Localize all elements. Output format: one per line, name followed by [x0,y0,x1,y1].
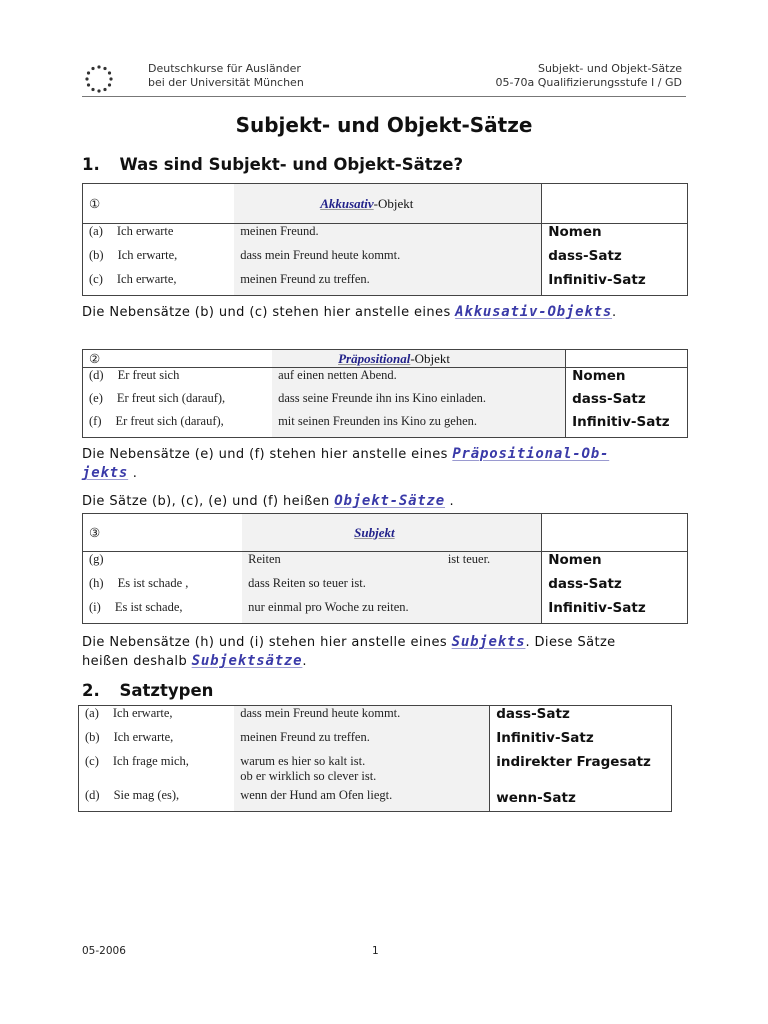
row-id: (i) [89,599,101,614]
row-clause-line-1: warum es hier so kalt ist. [240,753,366,768]
term-praepositional-objekt-end: jekts [82,465,129,481]
row-type: Nomen [542,224,688,248]
row-id: (d) [85,787,100,802]
label-term: Präpositional [338,350,411,366]
row-type: dass-Satz [542,576,688,600]
label-rest: -Objekt [373,195,414,211]
row-example [83,391,273,414]
table-row [83,272,688,296]
row-id: (d) [89,368,104,382]
term-akkusativ-objekt: Akkusativ-Objekts [455,304,613,320]
row-type: Infinitiv-Satz [490,730,672,754]
footer-page-number: 1 [372,945,379,957]
section-1-title: Was sind Subjekt- und Objekt-Sätze? [119,155,464,174]
table-row [83,600,688,624]
table-row [83,248,688,272]
marker-3: ③ [89,525,101,540]
table-praepositional [82,349,688,438]
row-main: Ich erwarte, [112,706,173,720]
row-clause: dass mein Freund heute kommt. [234,706,489,730]
row-id: (f) [89,413,102,428]
row-clause: dass mein Freund heute kommt. [234,248,542,272]
row-example [83,600,243,624]
row-main: Sie mag (es), [113,787,180,802]
label-rest: -Objekt [410,350,451,366]
header-divider [82,96,686,97]
row-main: Es ist schade, [114,599,183,614]
row-example [79,706,235,730]
type-header-cell [542,514,688,552]
table-label [272,350,566,368]
footer-date: 05-2006 [82,945,126,957]
type-header-cell [542,184,688,224]
paragraph-1 [82,303,688,322]
term-objekt-saetze: Objekt-Sätze [334,493,445,509]
row-id: (a) [85,706,99,720]
table-row [83,368,688,391]
type-header-cell [566,350,688,368]
paragraph-text-2: heißen deshalb [82,654,192,669]
row-main: Er freut sich (darauf), [116,390,226,405]
row-id: (b) [89,247,104,262]
row-example [79,730,235,754]
paragraph-2 [82,445,688,483]
row-id: (a) [89,224,103,238]
row-type: dass-Satz [566,391,688,414]
label-term: Akkusativ [320,195,374,211]
marker-2: ② [89,351,101,366]
row-type: Nomen [566,368,688,391]
row-type: indirekter Fragesatz [490,754,672,788]
table-row [79,706,672,730]
row-main: Ich erwarte, [117,247,178,262]
row-main: Ich erwarte [116,224,174,238]
row-type: dass-Satz [542,248,688,272]
table-label [242,514,542,552]
row-example [83,368,273,391]
row-main: Er freut sich (darauf), [115,413,224,428]
row-type: Infinitiv-Satz [542,272,688,296]
row-id: (c) [89,271,103,286]
header-institute: Deutschkurse für Ausländer [148,62,301,75]
header-topic: Subjekt- und Objekt-Sätze [537,62,682,75]
header-university: bei der Universität München [148,76,304,89]
row-id: (b) [85,729,100,744]
table-row [83,391,688,414]
institute-logo-icon [82,64,116,94]
table-row [79,730,672,754]
row-clause [234,754,489,788]
row-clause: Reiten [242,552,446,576]
row-example [83,576,243,600]
term-subjekts: Subjekts [451,634,526,650]
row-id: (g) [89,552,104,566]
table-header-row [83,184,688,224]
row-type: Nomen [542,552,688,576]
row-example [79,788,235,812]
row-example [83,248,235,272]
row-type: Infinitiv-Satz [566,414,688,438]
row-id: (h) [89,575,104,590]
paragraph-3 [82,492,688,511]
row-type: Infinitiv-Satz [542,600,688,624]
table-subjekt [82,513,688,624]
row-clause: dass seine Freunde ihn ins Kino einladen. [272,391,566,414]
header-left [148,62,304,90]
row-example [83,414,273,438]
table-row [83,576,688,600]
section-2-heading [82,681,213,700]
table-akkusativ [82,183,688,296]
row-clause: nur einmal pro Woche zu reiten. [242,600,542,624]
row-main: Ich erwarte, [116,271,177,286]
row-main: Ich frage mich, [112,753,189,768]
row-id: (c) [85,753,99,768]
paragraph-mid: . Diese Sätze [525,635,616,650]
term-praepositional-objekt: Präpositional-Ob- [452,446,610,462]
row-main: Er freut sich [117,368,180,382]
paragraph-end: . [128,466,138,481]
paragraph-text: Die Nebensätze (h) und (i) stehen hier anstelle eines [82,635,452,650]
table-row [79,754,672,788]
page-title: Subjekt- und Objekt-Sätze [235,113,533,137]
paragraph-end: . [612,305,617,320]
row-clause-line-2: ob er wirklich so clever ist. [240,768,377,783]
section-2-title: Satztypen [119,681,214,700]
table-header-row [83,350,688,368]
row-clause: mit seinen Freunden ins Kino zu gehen. [272,414,566,438]
table-row [83,552,688,576]
row-clause: dass Reiten so teuer ist. [242,576,542,600]
table-row [79,788,672,812]
paragraph-text: Die Nebensätze (b) und (c) stehen hier anstelle eines [82,305,456,320]
paragraph-text: Die Sätze (b), (c), (e) und (f) heißen [82,494,335,509]
row-type: dass-Satz [490,706,672,730]
row-predicate: ist teuer. [446,552,542,576]
section-2-number: 2. [82,681,100,700]
paragraph-end: . [444,494,455,509]
header-course: 05-70a Qualifizierungsstufe I / GD [495,76,682,89]
row-main: Es ist schade , [117,575,189,590]
row-id: (e) [89,390,103,405]
paragraph-text: Die Nebensätze (e) und (f) stehen hier anstelle eines [82,447,453,462]
row-example [83,552,243,576]
row-clause: auf einen netten Abend. [272,368,566,391]
paragraph-end: . [302,654,307,669]
row-example [83,224,235,248]
table-label [234,184,542,224]
label-term: Subjekt [354,524,395,540]
row-clause: meinen Freund zu treffen. [234,272,542,296]
marker-1: ① [89,196,101,211]
row-example [79,754,235,788]
row-type: wenn-Satz [490,788,672,812]
header-right [496,62,682,90]
table-row [83,414,688,438]
row-main: Ich erwarte, [113,729,174,744]
section-1-heading [82,155,463,174]
row-clause: meinen Freund. [234,224,542,248]
row-clause: meinen Freund zu treffen. [234,730,489,754]
table-header-row [83,514,688,552]
row-clause: wenn der Hund am Ofen liegt. [234,788,489,812]
paragraph-4 [82,633,688,671]
table-row [83,224,688,248]
section-1-number: 1. [82,155,100,174]
table-satztypen [78,705,672,812]
term-subjektsaetze: Subjektsätze [191,653,303,669]
row-example [83,272,235,296]
